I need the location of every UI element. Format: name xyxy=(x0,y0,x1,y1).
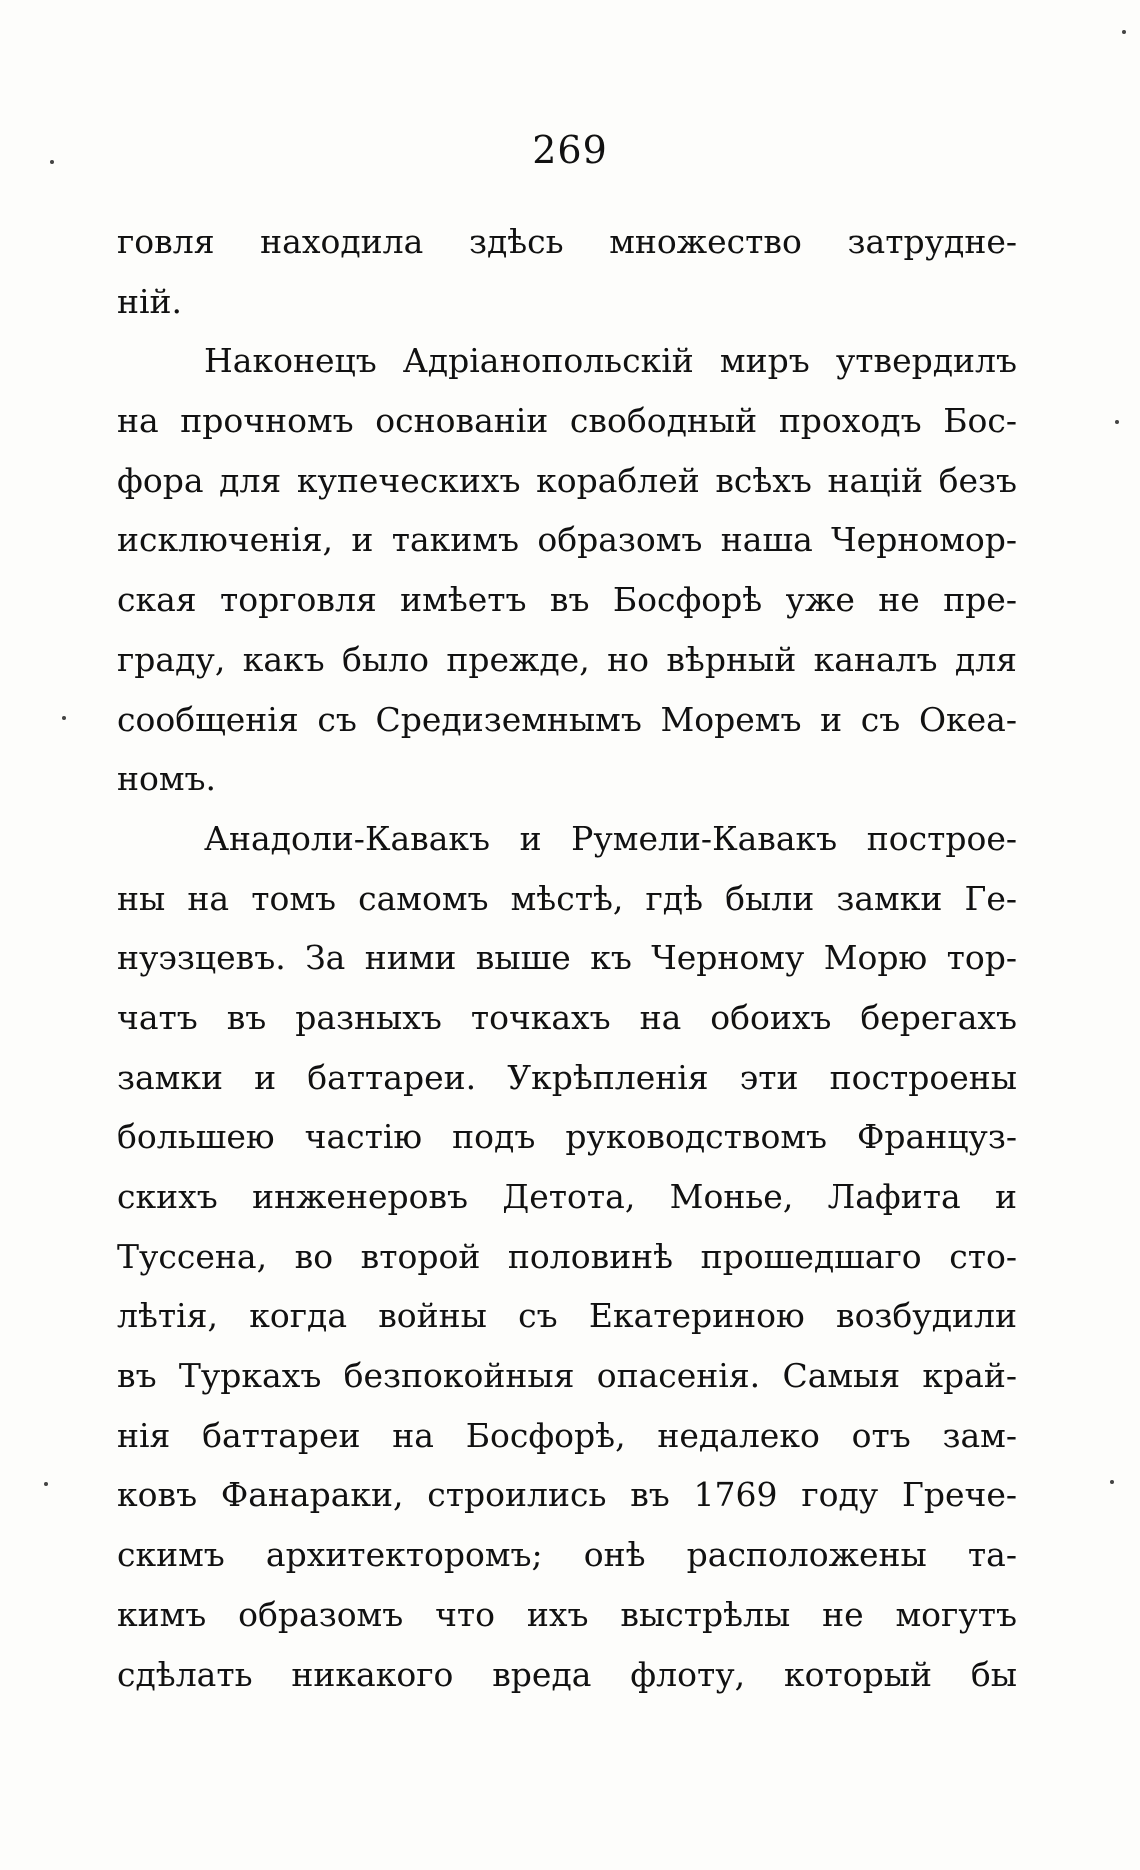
text-line: ковъ Фанараки, строились въ 1769 году Грече- xyxy=(117,1475,1017,1515)
text-line: кимъ образомъ что ихъ выстрѣлы не могутъ xyxy=(117,1594,1017,1634)
text-line: сдѣлать никакого вреда флоту, который бы xyxy=(117,1654,1017,1694)
paragraph-start-line: Анадоли-Кавакъ и Румели-Кавакъ построе- xyxy=(204,818,1017,858)
print-speck xyxy=(62,716,66,720)
print-speck xyxy=(1115,420,1119,424)
print-speck xyxy=(1122,30,1126,34)
text-line: сообщенiя съ Средиземнымъ Моремъ и съ Океа- xyxy=(117,699,1017,739)
text-line: нiй. xyxy=(117,281,183,321)
print-speck xyxy=(44,1482,48,1486)
text-line: въ Туркахъ безпокойныя опасенiя. Самыя край- xyxy=(117,1356,1017,1396)
text-line: нуэзцевъ. За ними выше къ Черному Морю тор- xyxy=(117,938,1017,978)
text-line: фора для купеческихъ кораблей всѣхъ нацiй безъ xyxy=(117,460,1017,500)
page-number: 269 xyxy=(532,128,608,172)
text-line: чатъ въ разныхъ точкахъ на обоихъ берегахъ xyxy=(117,997,1017,1037)
text-line: говля находила здѣсь множество затрудне- xyxy=(117,222,1017,261)
text-line: лѣтiя, когда войны съ Екатериною возбудили xyxy=(117,1296,1017,1336)
text-line: скихъ инженеровъ Детота, Монье, Лафита и xyxy=(117,1177,1017,1216)
text-line: граду, какъ было прежде, но вѣрный каналъ для xyxy=(117,639,1017,679)
text-line: нiя баттареи на Босфорѣ, недалеко отъ зам- xyxy=(117,1415,1017,1455)
text-line: скимъ архитекторомъ; онѣ расположены та- xyxy=(117,1535,1017,1575)
text-line: ны на томъ самомъ мѣстѣ, гдѣ были замки Ге- xyxy=(117,878,1017,918)
text-line: на прочномъ основанiи свободный проходъ Бос- xyxy=(117,401,1017,441)
paragraph-start-line: Наконецъ Адрiанопольскiй миръ утвердилъ xyxy=(204,341,1017,381)
body-text xyxy=(117,212,1017,1704)
text-line: Туссена, во второй половинѣ прошедшаго сто- xyxy=(117,1236,1017,1276)
text-line: исключенiя, и такимъ образомъ наша Черномор- xyxy=(117,520,1017,560)
print-speck xyxy=(1110,1480,1114,1484)
text-line: замки и баттареи. Укрѣпленiя эти построены xyxy=(117,1057,1017,1097)
text-line: ская торговля имѣетъ въ Босфорѣ уже не пре- xyxy=(117,580,1017,620)
text-line: большею частiю подъ руководствомъ Француз- xyxy=(117,1117,1017,1157)
text-line: номъ. xyxy=(117,759,217,799)
